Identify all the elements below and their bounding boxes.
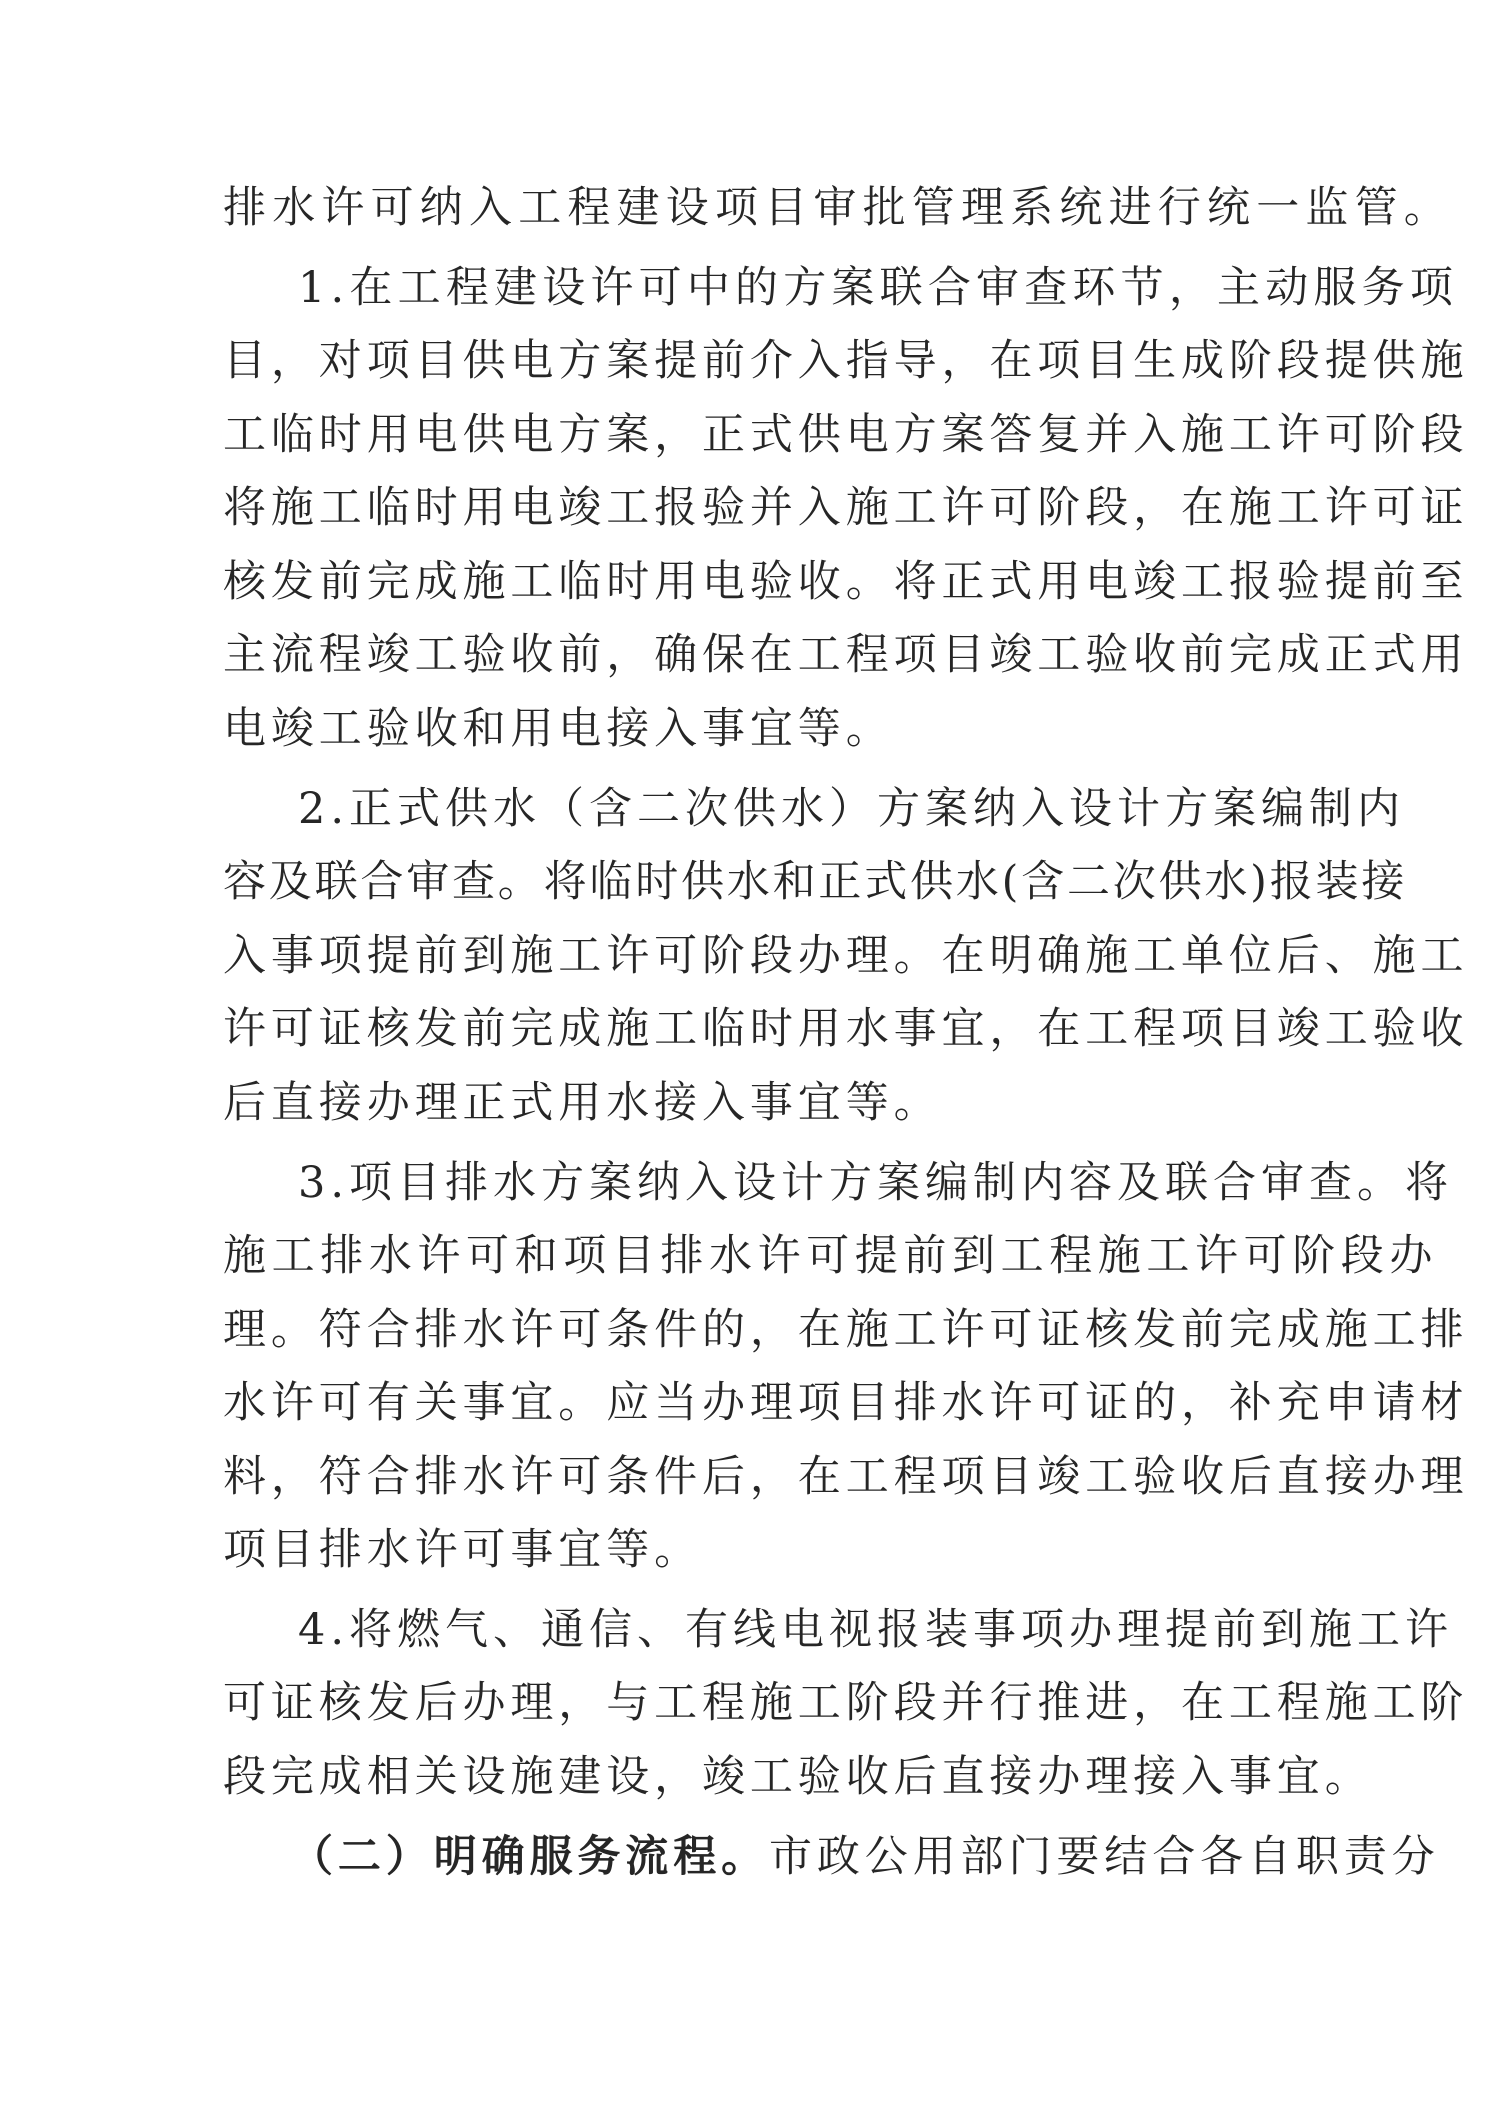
paragraph-line: 排水许可纳入工程建设项目审批管理系统进行统一监管。 — [223, 183, 1453, 233]
paragraph-line: 水许可有关事宜。应当办理项目排水许可证的，补充申请材 — [223, 1378, 1469, 1428]
paragraph-line: 理。符合排水许可条件的，在施工许可证核发前完成施工排 — [223, 1305, 1469, 1355]
paragraph-line: 4.将燃气、通信、有线电视报装事项办理提前到施工许 — [298, 1605, 1454, 1655]
paragraph-line: 容及联合审查。将临时供水和正式供水(含二次供水)报装接 — [223, 857, 1408, 907]
paragraph-line: 项目排水许可事宜等。 — [223, 1525, 702, 1575]
paragraph-line: 施工排水许可和项目排水许可提前到工程施工许可阶段办 — [223, 1231, 1438, 1281]
paragraph-line: 后直接办理正式用水接入事宜等。 — [223, 1078, 942, 1128]
section-body-text: 市政公用部门要结合各自职责分 — [769, 1832, 1440, 1882]
paragraph-line: 电竣工验收和用电接入事宜等。 — [223, 704, 894, 754]
paragraph-line: 2.正式供水（含二次供水）方案纳入设计方案编制内 — [298, 784, 1406, 834]
paragraph-line: 1.在工程建设许可中的方案联合审查环节，主动服务项 — [298, 263, 1459, 313]
paragraph-line: 将施工临时用电竣工报验并入施工许可阶段，在施工许可证 — [223, 483, 1469, 533]
paragraph-line: 核发前完成施工临时用电验收。将正式用电竣工报验提前至 — [223, 557, 1469, 607]
paragraph-line: 许可证核发前完成施工临时用水事宜，在工程项目竣工验收 — [223, 1004, 1469, 1054]
paragraph-line: 工临时用电供电方案，正式供电方案答复并入施工许可阶段 — [223, 410, 1469, 460]
paragraph-line: 主流程竣工验收前，确保在工程项目竣工验收前完成正式用 — [223, 630, 1469, 680]
paragraph-line: 段完成相关设施建设，竣工验收后直接办理接入事宜。 — [223, 1752, 1373, 1802]
paragraph-line: 目，对项目供电方案提前介入指导，在项目生成阶段提供施 — [223, 336, 1469, 386]
section-heading: （二）明确服务流程。 — [290, 1832, 769, 1882]
paragraph-line: 可证核发后办理，与工程施工阶段并行推进，在工程施工阶 — [223, 1678, 1469, 1728]
section-heading-line — [290, 1827, 1440, 1887]
paragraph-line: 3.项目排水方案纳入设计方案编制内容及联合审查。将 — [298, 1158, 1454, 1208]
paragraph-line: 入事项提前到施工许可阶段办理。在明确施工单位后、施工 — [223, 931, 1469, 981]
paragraph-line: 料，符合排水许可条件后，在工程项目竣工验收后直接办理 — [223, 1452, 1469, 1502]
